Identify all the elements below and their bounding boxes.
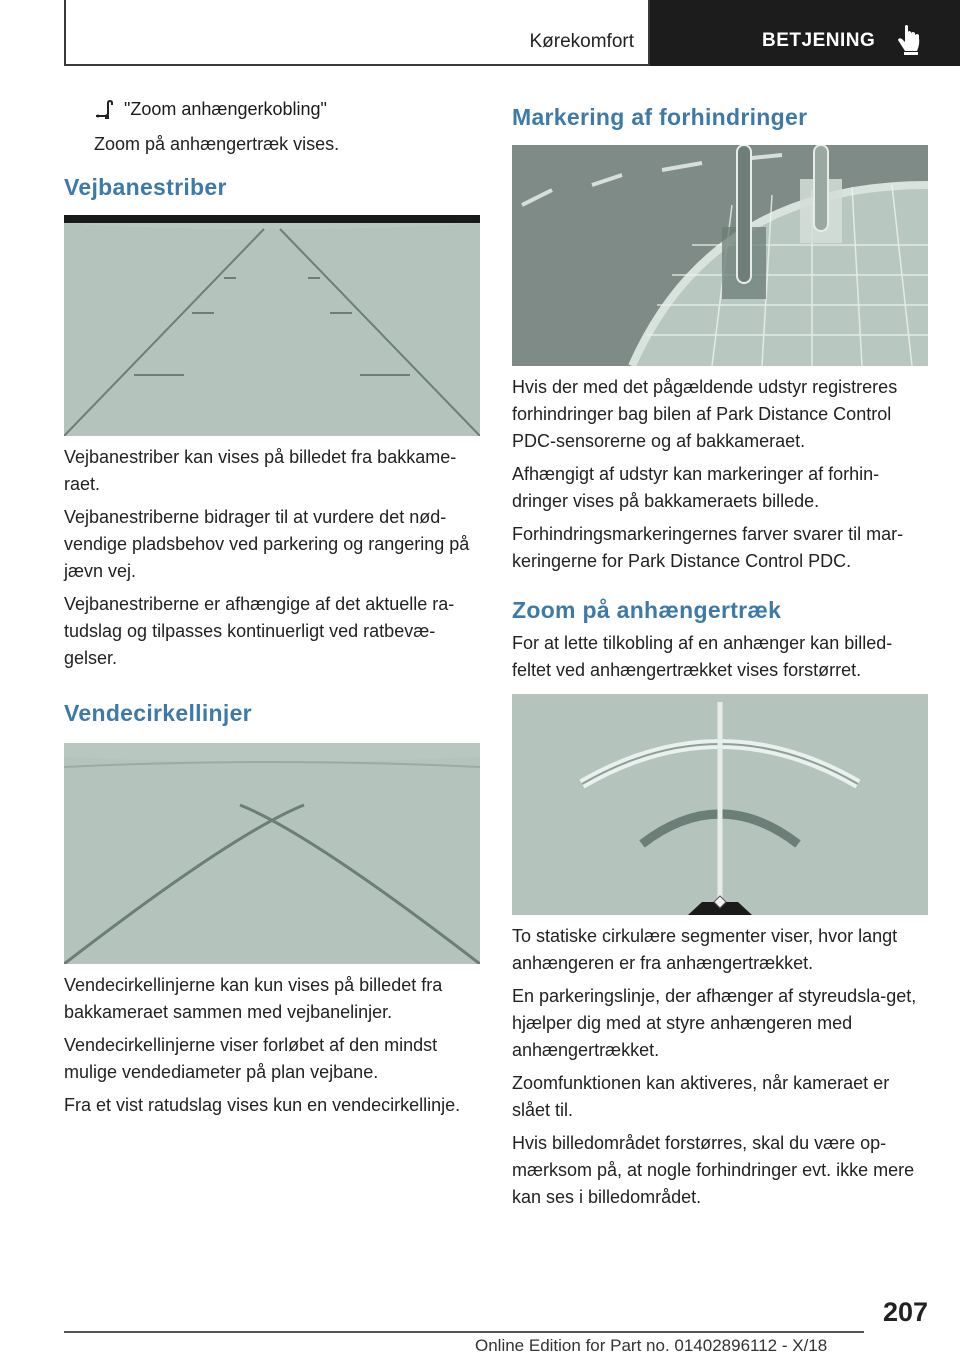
turning-paragraph-1: Vendecirkellinjerne kan kun vises på billedet fra bakkameraet sammen med vejbanelinjer. (64, 975, 443, 1022)
header-rule (64, 64, 650, 66)
hitch-paragraph-1: For at lette tilkobling af en anhænger kan billed-feltet ved anhængertrækket vises forstørret. (512, 633, 893, 680)
lane-lines-image (64, 215, 480, 436)
header-section-title: Kørekomfort (529, 31, 634, 52)
turning-circle-heading: Vendecirkellinjer (64, 700, 252, 726)
obstacle-paragraph-3: Forhindringsmarkeringernes farver svarer til mar-keringerne for Park Distance Control PDC. (512, 524, 904, 571)
footer-edition: Online Edition for Part no. 01402896112 - X/18 (475, 1336, 828, 1355)
hitch-paragraph-2: To statiske cirkulære segmenter viser, hvor langt anhængeren er fra anhængertrækket. (512, 926, 898, 973)
right-column (512, 96, 930, 1217)
turning-circle-image (64, 743, 480, 964)
page-number: 207 (882, 1297, 928, 1327)
header-divider-left (64, 0, 66, 65)
lanes-paragraph-3: Vejbanestriberne er afhængige af det aktuelle ra-tudslag og tilpasses kontinuerligt ved ratbevæ-gelser. (64, 594, 455, 668)
lane-lines-figure (64, 215, 480, 436)
lanes-heading: Vejbanestriber (64, 174, 227, 200)
zoom-hitch-label: "Zoom anhængerkobling" (124, 99, 327, 119)
zoom-hitch-menu-item (94, 96, 482, 123)
zoom-hitch-text: Zoom på anhængertræk vises. (94, 134, 340, 154)
obstacle-heading: Markering af forhindringer (512, 104, 808, 130)
lanes-paragraph-1: Vejbanestriber kan vises på billedet fra bakkame-raet. (64, 447, 457, 494)
turning-circle-figure (64, 743, 480, 964)
obstacle-marking-figure (512, 145, 928, 366)
obstacle-marking-image (512, 145, 928, 366)
hitch-paragraph-5: Hvis billedområdet forstørres, skal du være op-mærksom på, at nogle forhindringer evt. ikke mere kan ses i billedområdet. (512, 1133, 915, 1207)
hitch-paragraph-3: En parkeringslinje, der afhænger af styreudsla-get, hjælper dig med at styre anhængeren med anhængertrækket. (512, 986, 917, 1060)
turning-paragraph-3: Fra et vist ratudslag vises kun en vendecirkellinje. (64, 1095, 461, 1115)
lanes-paragraph-2: Vejbanestriberne bidrager til at vurdere det nød-vendige pladsbehov ved parkering og rangering på jævn vej. (64, 507, 470, 581)
left-column (64, 96, 482, 1125)
obstacle-paragraph-2: Afhængigt af udstyr kan markeringer af forhin-dringer vises på bakkameraets billede. (512, 464, 880, 511)
hitch-paragraph-4: Zoomfunktionen kan aktiveres, når kameraet er slået til. (512, 1073, 890, 1120)
header-chapter-tab (650, 0, 960, 66)
hitch-zoom-image (512, 694, 928, 915)
footer-rule (64, 1331, 864, 1333)
turning-paragraph-2: Vendecirkellinjerne viser forløbet af den mindst mulige vendediameter på plan vejbane. (64, 1035, 438, 1082)
header-chapter-label: BETJENING (762, 30, 876, 51)
hitch-zoom-heading: Zoom på anhængertræk (512, 597, 782, 623)
hitch-zoom-figure (512, 694, 928, 915)
obstacle-paragraph-1: Hvis der med det pågældende udstyr registreres forhindringer bag bilen af Park Distance Control PDC-sensorerne og af bakkameraet. (512, 377, 898, 451)
hand-pointer-icon (895, 24, 923, 56)
trailer-hitch-icon (94, 99, 116, 121)
